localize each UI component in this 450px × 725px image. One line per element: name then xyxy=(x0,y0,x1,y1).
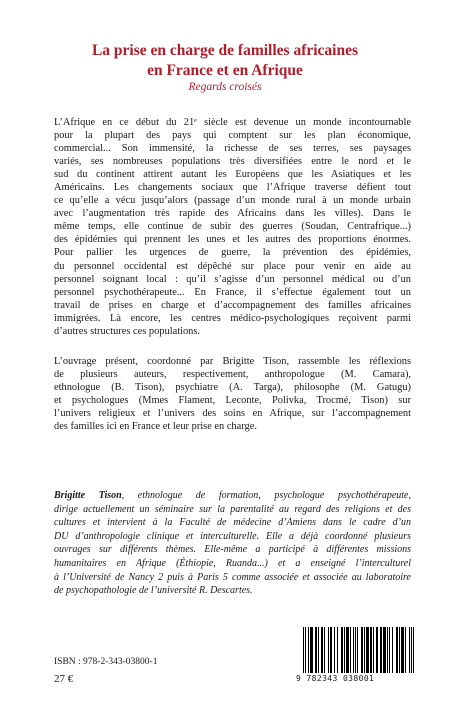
barcode-bar xyxy=(334,627,335,673)
barcode-bar xyxy=(350,627,351,673)
isbn: ISBN : 978-2-343-03800-1 xyxy=(54,657,158,667)
barcode-bar xyxy=(355,627,356,673)
barcode-bar xyxy=(361,627,363,673)
barcode-bar xyxy=(346,627,349,673)
summary-line: ce qu’elle a vécu jusqu’alors (passage d’un monde rural à un monde urbain xyxy=(54,195,411,207)
barcode-bar xyxy=(405,627,406,673)
barcode-bar xyxy=(357,627,358,673)
barcode-bar xyxy=(370,627,372,673)
barcode-bar xyxy=(399,627,400,673)
contributors-line: l’univers religieux et l’univers des soins en Afrique, sur l’accompagnement xyxy=(54,408,411,420)
author-bio-line: dirige actuellement un séminaire sur la parentalité au regard des religions et des xyxy=(54,503,411,515)
author-name: Brigitte Tison xyxy=(54,490,122,501)
book-title-line-2: en France et en Afrique xyxy=(147,62,303,79)
barcode-bar xyxy=(308,627,309,673)
barcode-bar xyxy=(389,627,390,673)
author-bio-line: cultures et intervient à la Faculté de médecine d’Amiens dans le cadre d’un xyxy=(54,517,411,529)
author-bio-line: DU d’anthropologie clinique et interculturelle. Elle a déjà coordonné plusieurs xyxy=(54,530,411,542)
contributors-line: des familles ici en France et leur prise en charge. xyxy=(54,421,257,433)
barcode-bar xyxy=(321,627,323,673)
summary-line: personnel soignant local : qu’il s’agisse d’un personnel médical ou d’un xyxy=(54,273,411,285)
author-bio-line: à l’Université de Nancy 2 puis à Paris 5 comme associée et associée au laboratoire xyxy=(54,571,411,583)
summary-line: L’Afrique en ce début du 21ᵉ siècle est devenue un monde incontournable xyxy=(54,117,411,128)
barcode-bar xyxy=(341,627,343,673)
summary-line: même temps, elle continue de subir des guerres (Soudan, Centrafrique...) xyxy=(54,221,411,233)
barcode-bar xyxy=(380,627,381,673)
barcode-bar xyxy=(328,627,329,673)
barcode-bar xyxy=(318,627,319,673)
barcode-bar xyxy=(337,627,338,673)
barcode-bar xyxy=(364,627,365,673)
summary-line: immigrées. Là encore, les centres médico-psychologiques reçoivent parmi xyxy=(54,312,411,324)
summary-line: pour la plupart des pays qui comptent sur les plan économique, xyxy=(54,130,411,142)
summary-line: d’autres structures ces populations. xyxy=(54,325,201,337)
author-bio-line: Brigitte Tison, ethnologue de formation, psychologue psychothérapeute, xyxy=(54,490,411,501)
summary-line: avec l’augmentation très rapide des Africains dans les villes). Dans le xyxy=(54,208,411,220)
barcode-bar xyxy=(396,627,398,673)
summary-line: sud du continent attirent autant les Européens que les Asiatiques et les xyxy=(54,169,411,181)
barcode-bar xyxy=(366,627,369,673)
book-subtitle: Regards croisés xyxy=(188,81,262,93)
summary-line: travail de prises en charge et d’accompagnement des familles africaines xyxy=(54,299,411,311)
author-bio-line: humanitaires en Afrique (Éthiopie, Ruanda...) et a enseigné l’interculturel xyxy=(54,557,411,569)
barcode-bar xyxy=(411,627,412,673)
price: 27 € xyxy=(54,673,74,685)
summary-line: variés, ses nombreuses populations très diversifiées entre le nord et le xyxy=(54,156,411,168)
barcode-bar xyxy=(376,627,378,673)
barcode-bar xyxy=(324,627,325,673)
barcode-bar xyxy=(409,627,410,673)
contributors-paragraph xyxy=(54,355,411,433)
barcode xyxy=(296,627,414,683)
contributors-line: ethnologue (B. Tison), psychiatre (A. Targa), philosophe (M. Gatugu) xyxy=(54,382,411,394)
summary-line: du personnel occidental est dépêché sur place pour venir en aide au xyxy=(54,260,411,272)
summary-line: personnel psychothérapeute... En France, il s’effectue également tout un xyxy=(54,286,411,298)
barcode-bar xyxy=(383,627,386,673)
barcode-bar xyxy=(387,627,388,673)
barcode-bar xyxy=(373,627,374,673)
barcode-bar xyxy=(392,627,393,673)
barcode-bar xyxy=(401,627,403,673)
barcode-bar xyxy=(344,627,345,673)
summary-line: des épidémies qui prennent les unes et les autres des proportions énormes. xyxy=(54,234,411,246)
summary-line: Pour pallier les urgences de guerre, la prévention des épidémies, xyxy=(54,247,411,259)
author-bio-line: ouvrages sur différents thèmes. Elle-même a participé à différentes missions xyxy=(54,544,411,556)
summary-line: commercial... Son immensité, la richesse de ses terres, ses paysages xyxy=(54,143,411,155)
author-bio-line: de psychopathologie de l’université R. Descartes. xyxy=(54,585,253,597)
book-title-line-1: La prise en charge de familles africaines xyxy=(91,42,359,59)
barcode-bar xyxy=(330,627,332,673)
summary-line: Américains. Les changements sociaux que l’Afrique traverse défient tout xyxy=(54,182,411,194)
barcode-bar xyxy=(413,627,414,673)
barcode-bars xyxy=(296,627,414,673)
barcode-bar xyxy=(315,627,317,673)
contributors-line: de plusieurs auteurs, respectivement, anthropologue (M. Camara), xyxy=(54,369,411,381)
contributors-line: L’ouvrage présent, coordonné par Brigitte Tison, rassemble les réflexions xyxy=(54,356,411,367)
barcode-digits: 9 782343 038001 xyxy=(296,674,375,683)
author-bio xyxy=(54,489,411,598)
summary-paragraph xyxy=(54,116,411,338)
barcode-bar xyxy=(305,627,306,673)
barcode-bar xyxy=(303,627,304,673)
barcode-bar xyxy=(310,627,313,673)
book-title xyxy=(20,41,430,81)
barcode-bar xyxy=(353,627,354,673)
contributors-line: et psychologues (Mmes Flament, Leconte, Polivka, Trocmé, Tison) sur xyxy=(54,395,411,407)
